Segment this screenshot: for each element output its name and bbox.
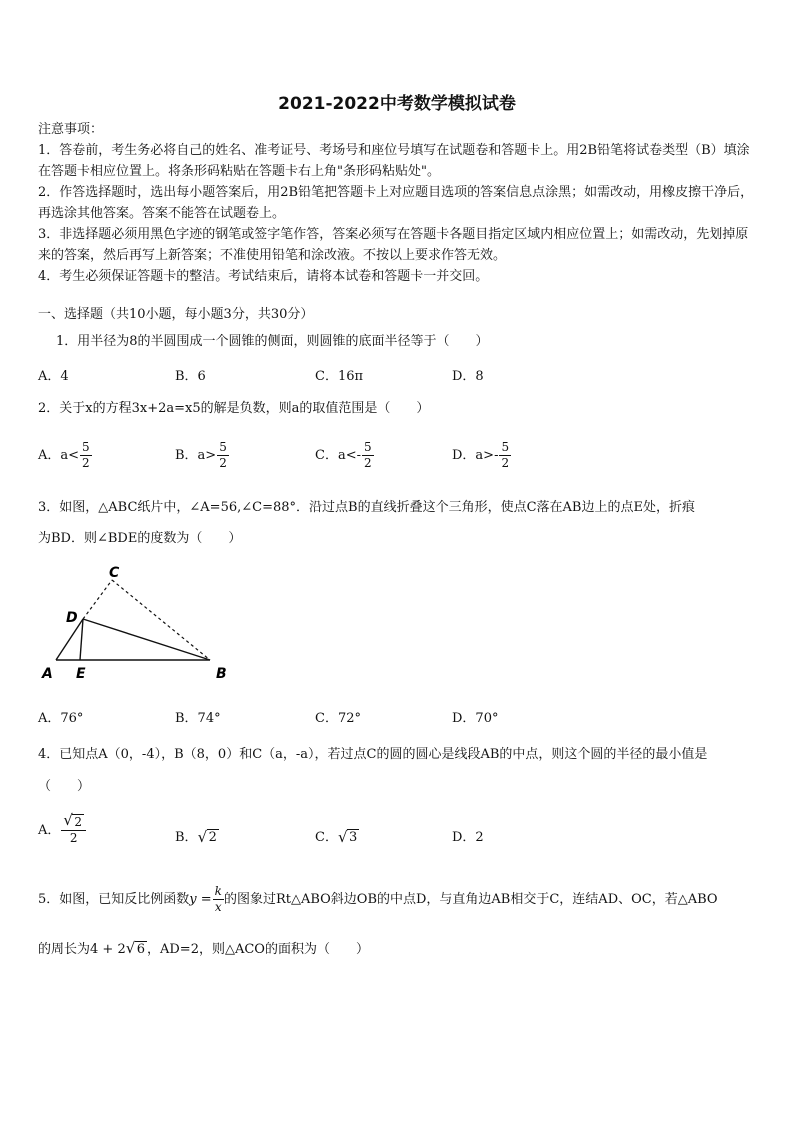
segment-dc-dashed bbox=[83, 580, 112, 619]
q5-text-b: 的图象过Rt△ABO斜边OB的中点D，与直角边AB相交于C，连结AD、OC，若△ABO bbox=[223, 892, 718, 907]
note-item: 4．考生必须保证答题卡的整洁。考试结束后，请将本试卷和答题卡一并交回。 bbox=[38, 269, 489, 284]
q5-text-a: 5．如图，已知反比例函数 bbox=[38, 892, 190, 907]
label-d: D bbox=[66, 610, 78, 626]
sqrt: √ 2 bbox=[197, 828, 217, 846]
question-3-line-1: 3．如图，△ABC纸片中，∠A=56,∠C=88°．沿过点B的直线折叠这个三角形，使点C落在AB边上的点E处，折痕 bbox=[38, 500, 695, 515]
sqrt: √ 6 bbox=[125, 939, 145, 957]
q5-func-fraction: $\frac{k}{x}$ bbox=[214, 884, 222, 914]
notes-heading: 注意事项： bbox=[38, 122, 104, 137]
label-b: B bbox=[216, 666, 227, 682]
q1-option-d: D．8 bbox=[452, 369, 484, 384]
question-4-line-1: 4．已知点A（0，-4），B（8，0）和C（a，-a），若过点C的圆的圆心是线段AB的中点，则这个圆的半径的最小值是 bbox=[38, 747, 708, 762]
q4-option-c bbox=[315, 826, 359, 845]
q3-option-a: A．76° bbox=[38, 711, 84, 726]
q5-func-lhs: y = bbox=[189, 892, 212, 907]
question-5-line-2 bbox=[38, 940, 369, 960]
note-item: 2．作答选择题时，选出每小题答案后，用2B铅笔把答题卡上对应题目选项的答案信息点涂黑；如需改动，用橡皮擦干净后，再选涂其他答案。答案不能答在试题卷上。 bbox=[38, 185, 754, 221]
q3-option-c: C．72° bbox=[315, 711, 361, 726]
label-c: C bbox=[109, 565, 120, 581]
q2-option-d-prefix: D．a>- bbox=[452, 448, 499, 463]
segment-db bbox=[83, 619, 210, 660]
label-e: E bbox=[76, 666, 86, 682]
q4-option-a bbox=[38, 811, 86, 846]
q4-option-d: D．2 bbox=[452, 830, 484, 845]
fraction: $\frac{5}{2}$ bbox=[219, 440, 227, 470]
fraction: √ 2 2 bbox=[61, 815, 86, 846]
fraction: $\frac{5}{2}$ bbox=[82, 440, 90, 470]
q2-option-c bbox=[315, 440, 374, 471]
q4-option-b bbox=[175, 826, 219, 845]
q2-option-b-prefix: B．a> bbox=[175, 448, 217, 463]
segment-de bbox=[80, 619, 83, 660]
q3-option-d: D．70° bbox=[452, 711, 499, 726]
question-4-line-2: （ ） bbox=[38, 779, 91, 794]
question-1-stem: 1．用半径为8的半圆围成一个圆锥的侧面，则圆锥的底面半径等于（ ） bbox=[56, 334, 489, 349]
q5-text-d: ，AD=2，则△ACO的面积为（ ） bbox=[147, 942, 369, 957]
q5-text-c: 的周长为 bbox=[38, 942, 91, 957]
q1-option-a: A．4 bbox=[38, 369, 69, 384]
note-item: 3．非选择题必须用黑色字迹的钢笔或签字笔作答，答案必须写在答题卡各题目指定区域内相应位置上；如需改动，先划掉原来的答案，然后再写上新答案；不准使用铅笔和涂改液。不按以上要求作答无效。 bbox=[38, 227, 749, 263]
page-title: 2021-2022中考数学模拟试卷 bbox=[278, 94, 516, 114]
note-item: 1．答卷前，考生务必将自己的姓名、准考证号、考场号和座位号填写在试题卷和答题卡上。用2B铅笔将试卷类型（B）填涂在答题卡相应位置上。将条形码粘贴在答题卡右上角"条形码粘贴处"。 bbox=[38, 143, 750, 179]
q2-option-a-prefix: A．a< bbox=[38, 448, 80, 463]
q5-perimeter: 4 + 2 bbox=[90, 942, 126, 957]
q2-option-d bbox=[452, 440, 511, 471]
triangle-figure bbox=[36, 562, 246, 684]
q2-option-c-prefix: C．a<- bbox=[315, 448, 361, 463]
q2-option-a bbox=[38, 440, 92, 471]
question-3-line-2: 为BD．则∠BDE的度数为（ ） bbox=[38, 531, 242, 546]
question-2-stem: 2．关于x的方程3x+2a=x5的解是负数，则a的取值范围是（ ） bbox=[38, 401, 430, 416]
q1-option-c: C．16π bbox=[315, 369, 364, 384]
label-a: A bbox=[42, 666, 53, 682]
section-heading: 一、选择题（共10小题，每小题3分，共30分） bbox=[38, 307, 314, 322]
q4-option-a-prefix: A． bbox=[38, 823, 61, 838]
segment-cb-dashed bbox=[112, 580, 210, 660]
q1-option-b: B．6 bbox=[175, 369, 206, 384]
fraction: $\frac{5}{2}$ bbox=[501, 440, 510, 470]
q3-option-b: B．74° bbox=[175, 711, 221, 726]
q4-option-c-prefix: C． bbox=[315, 830, 338, 845]
question-5-line-1 bbox=[38, 884, 718, 915]
sqrt: √ 3 bbox=[337, 828, 358, 846]
q4-option-b-prefix: B． bbox=[175, 830, 198, 845]
sqrt: √ 2 bbox=[63, 811, 83, 829]
notes-block bbox=[38, 119, 760, 287]
q2-option-b bbox=[175, 440, 229, 471]
fraction: $\frac{5}{2}$ bbox=[363, 440, 372, 470]
